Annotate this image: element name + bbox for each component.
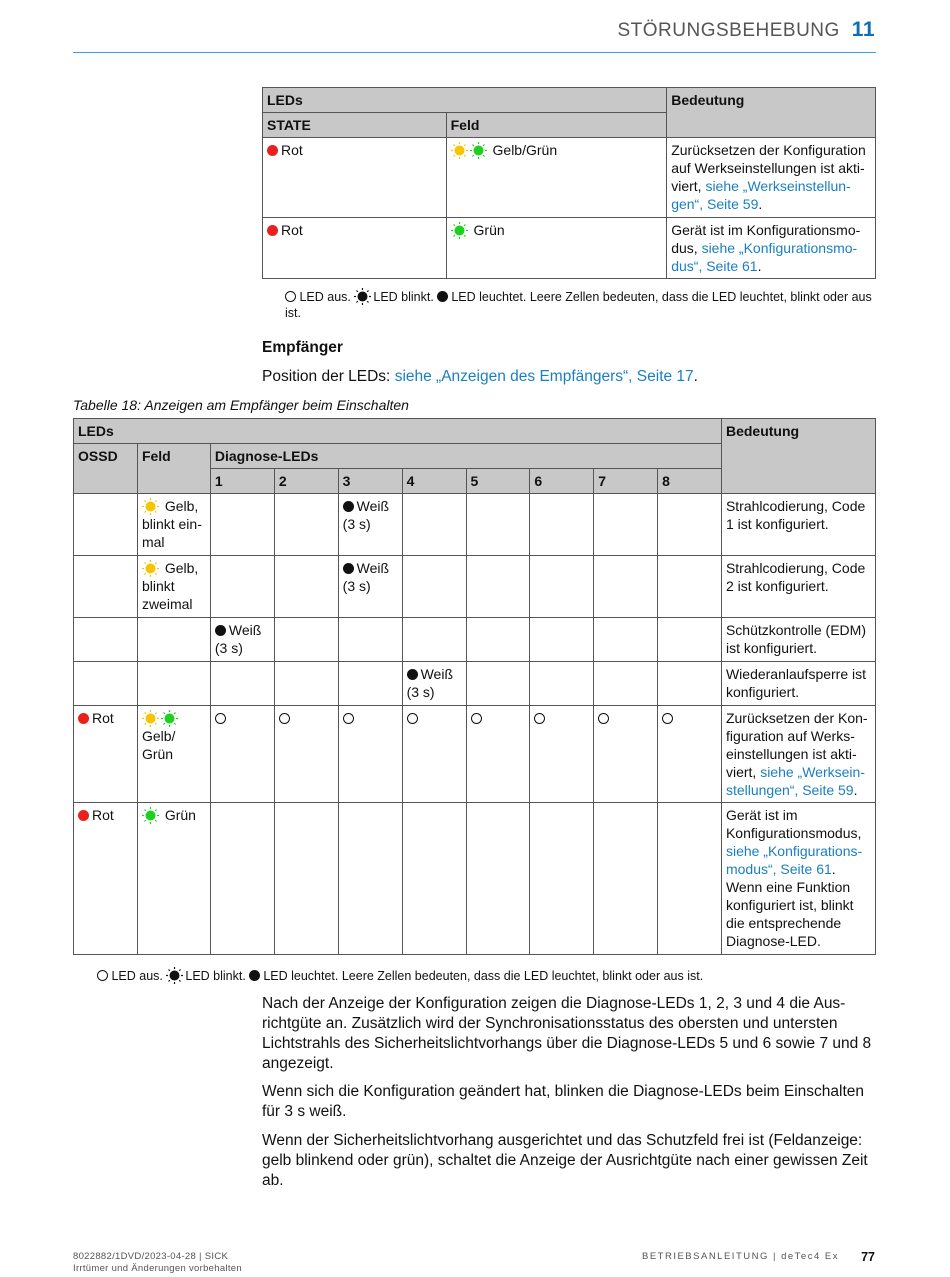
diag-col-7: 7 [594,469,658,494]
field-label: Gelb/ Grün [141,728,176,762]
diag-cell [594,494,658,556]
diag-cell [594,706,658,803]
legend-on-text: LED leuchtet. Leere Zellen bedeuten, dass die LED leuchtet, blinkt oder aus ist. [285,290,872,320]
meaning-cell [667,218,876,279]
meaning-text-end: . Wenn eine Funktion konfiguriert ist, blinkt die entsprechende Diagnose-LED. [725,861,854,949]
meaning-text-end: . [757,258,762,274]
section-title: STÖRUNGSBEHEBUNG [617,20,840,41]
led-green-blink-icon [142,809,159,822]
led-legend [97,968,877,984]
table-row [263,138,876,218]
led-off-icon [534,713,545,724]
meaning-cell: Wiederanlaufsperre ist konfiguriert. [721,662,875,706]
led-red-icon [267,225,278,236]
field-cell [446,138,667,218]
col-header-field: Feld [137,444,210,494]
led-green-blink-icon [451,224,468,237]
field-cell [137,494,210,556]
col-header-diagnose: Diagnose-LEDs [210,444,721,469]
diag-cell [594,618,658,662]
table-row [74,662,876,706]
ossd-cell [74,494,138,556]
diag-cell [338,618,402,662]
section-header [617,18,875,42]
ossd-cell [74,706,138,803]
led-off-icon [471,713,482,724]
table-caption: Tabelle 18: Anzeigen am Empfänger beim Einschalten [73,397,409,413]
diag-cell [402,706,466,803]
led-red-icon [267,145,278,156]
led-blink-icon [166,969,183,982]
legend-off-text: LED aus. [299,290,351,304]
field-cell [137,556,210,618]
cross-ref-link[interactable]: siehe „Werksein-stellungen“, Seite 59 [725,764,865,798]
meaning-text-end: . [853,782,858,798]
diag-label: Weiß (3 s) [406,666,454,700]
led-off-icon [662,713,673,724]
legend-blink-text: LED blinkt. [185,969,246,983]
legend-blink-text: LED blinkt. [373,290,434,304]
col-header-leds: LEDs [74,419,722,444]
section-number: 11 [851,18,875,41]
header-rule [73,52,876,53]
diag-col-6: 6 [530,469,594,494]
diag-cell [594,556,658,618]
led-red-icon [78,810,89,821]
diag-cell [466,556,530,618]
manual-title: BETRIEBSANLEITUNG | deTec4 Ex [642,1251,839,1262]
diag-cell [658,662,722,706]
body-paragraph: Wenn der Sicherheitslichtvorhang ausgerichtet und das Schutzfeld frei ist (Feldanzeige: gelb blinkend oder grün), schaltet die Anzeige der Ausrichtgüte nach einer gewissen Zeit ab. [262,1132,868,1189]
col-header-field: Feld [446,113,667,138]
meaning-cell [667,138,876,218]
field-label: Grün [473,222,505,238]
meaning-text-end: . [758,196,763,212]
diag-cell [210,706,274,803]
table-row [74,494,876,556]
meaning-cell [721,803,875,955]
diag-cell [274,662,338,706]
disclaimer: Irrtümer und Änderungen vorbehalten [73,1263,242,1274]
diag-cell [274,494,338,556]
diag-cell [274,706,338,803]
ossd-cell [74,803,138,955]
cross-ref-link[interactable]: siehe „Konfigurationsmo-dus“, Seite 61 [671,240,858,274]
diag-cell [210,803,274,955]
diag-cell [530,803,594,955]
cross-ref-link[interactable]: siehe „Konfigurations-modus“, Seite 61 [725,843,863,877]
field-cell [137,803,210,955]
ossd-cell [74,662,138,706]
page-number: 77 [861,1250,875,1264]
table-row [74,706,876,803]
meaning-cell: Schützkontrolle (EDM) ist konfiguriert. [721,618,875,662]
led-legend [285,289,877,321]
led-yellow-blink-icon [451,144,468,157]
diag-col-4: 4 [402,469,466,494]
ossd-label: Rot [92,807,114,823]
table-row [74,556,876,618]
meaning-cell [721,706,875,803]
led-on-icon [249,970,260,981]
field-label: Gelb/Grün [492,142,558,158]
led-on-icon [343,563,354,574]
led-off-icon [598,713,609,724]
diag-col-1: 1 [210,469,274,494]
ossd-cell [74,556,138,618]
receiver-heading: Empfänger [262,339,343,356]
diag-cell [466,662,530,706]
field-label: Gelb, blinkt ein-mal [141,498,202,550]
led-off-icon [279,713,290,724]
position-line [262,368,698,386]
diag-cell [274,556,338,618]
diag-cell [210,618,274,662]
diag-cell [466,494,530,556]
col-header-ossd: OSSD [74,444,138,494]
led-green-blink-icon [161,712,178,725]
led-table-sender [262,87,876,279]
diag-cell [658,803,722,955]
led-off-icon [97,970,108,981]
led-table-receiver [73,418,876,955]
diag-col-8: 8 [658,469,722,494]
led-blink-icon [354,290,371,303]
diag-label: Weiß (3 s) [342,498,390,532]
led-off-icon [215,713,226,724]
led-off-icon [285,291,296,302]
position-link[interactable]: siehe „Anzeigen des Empfängers“, Seite 17 [394,368,694,385]
diag-cell [402,556,466,618]
footer-left [73,1251,242,1275]
state-label: Rot [281,222,303,238]
diag-cell [594,662,658,706]
led-off-icon [407,713,418,724]
doc-id: 8022882/1DVD/2023-04-28 | SICK [73,1251,229,1262]
field-cell [137,662,210,706]
led-on-icon [437,291,448,302]
col-header-state: STATE [263,113,447,138]
state-cell [263,218,447,279]
led-yellow-blink-icon [142,712,159,725]
diag-cell [402,662,466,706]
diag-col-2: 2 [274,469,338,494]
diag-cell [338,803,402,955]
diag-cell [530,556,594,618]
diag-label: Weiß (3 s) [342,560,390,594]
led-yellow-blink-icon [142,500,159,513]
diag-cell [466,618,530,662]
diag-cell [402,803,466,955]
diag-label: Weiß (3 s) [214,622,262,656]
led-on-icon [407,669,418,680]
field-label: Gelb, blinkt zweimal [141,560,199,612]
meaning-cell: Strahlcodierung, Code 1 ist konfiguriert. [721,494,875,556]
meaning-text: Zurücksetzen der Konfiguration auf Werkseinstellungen ist akti-viert, [671,142,866,194]
ossd-label: Rot [92,710,114,726]
field-cell [137,618,210,662]
diag-col-5: 5 [466,469,530,494]
col-header-leds: LEDs [263,88,667,113]
diag-cell [210,494,274,556]
meaning-cell: Strahlcodierung, Code 2 ist konfiguriert. [721,556,875,618]
led-red-icon [78,713,89,724]
diag-cell [658,706,722,803]
diag-cell [274,618,338,662]
diag-cell [210,556,274,618]
table-row [74,803,876,955]
diag-cell [530,706,594,803]
diag-cell [530,494,594,556]
diag-cell [210,662,274,706]
diag-cell [402,618,466,662]
led-off-icon [343,713,354,724]
diag-cell [402,494,466,556]
field-cell [446,218,667,279]
field-cell [137,706,210,803]
diag-cell [338,662,402,706]
ossd-cell [74,618,138,662]
meaning-text: Zurücksetzen der Kon-figuration auf Werks-einstellungen ist akti-viert, [725,710,868,780]
diag-cell [466,706,530,803]
col-header-meaning: Bedeutung [667,88,876,138]
diag-cell [338,556,402,618]
diag-cell [530,618,594,662]
field-label: Grün [164,807,196,823]
led-green-blink-icon [470,144,487,157]
position-end: . [693,368,698,385]
diag-cell [338,706,402,803]
body-paragraph: Wenn sich die Konfiguration geändert hat, blinken die Diagnose-LEDs beim Einschalten für 3 s weiß. [262,1083,864,1120]
cross-ref-link[interactable]: siehe „Werkseinstellun-gen“, Seite 59 [671,178,851,212]
diag-col-3: 3 [338,469,402,494]
meaning-text: Gerät ist im Konfigurationsmo-dus, [671,222,861,256]
diag-cell [658,618,722,662]
table-row [74,618,876,662]
body-paragraph: Nach der Anzeige der Konfiguration zeigen die Diagnose-LEDs 1, 2, 3 und 4 die Aus-richtgüte an. Zusätzlich wird der Synchronisationsstatus des obersten und untersten Lichtstrahls des Sicherheitslichtvorhangs über die Diagnose-LEDs 5 und 6 sowie 7 und 8 angezeigt. [262,995,872,1072]
diag-cell [658,494,722,556]
table-row [263,218,876,279]
legend-on-text: LED leuchtet. Leere Zellen bedeuten, dass die LED leuchtet, blinkt oder aus ist. [263,969,704,983]
state-label: Rot [281,142,303,158]
diag-cell [274,803,338,955]
legend-off-text: LED aus. [111,969,163,983]
led-yellow-blink-icon [142,562,159,575]
diag-cell [594,803,658,955]
state-cell [263,138,447,218]
diag-cell [658,556,722,618]
col-header-meaning: Bedeutung [721,419,875,494]
position-text: Position der LEDs: [262,368,395,385]
led-on-icon [343,501,354,512]
diag-cell [530,662,594,706]
diag-cell [466,803,530,955]
led-on-icon [215,625,226,636]
meaning-text: Gerät ist im Konfigurationsmodus, [725,807,862,841]
diag-cell [338,494,402,556]
